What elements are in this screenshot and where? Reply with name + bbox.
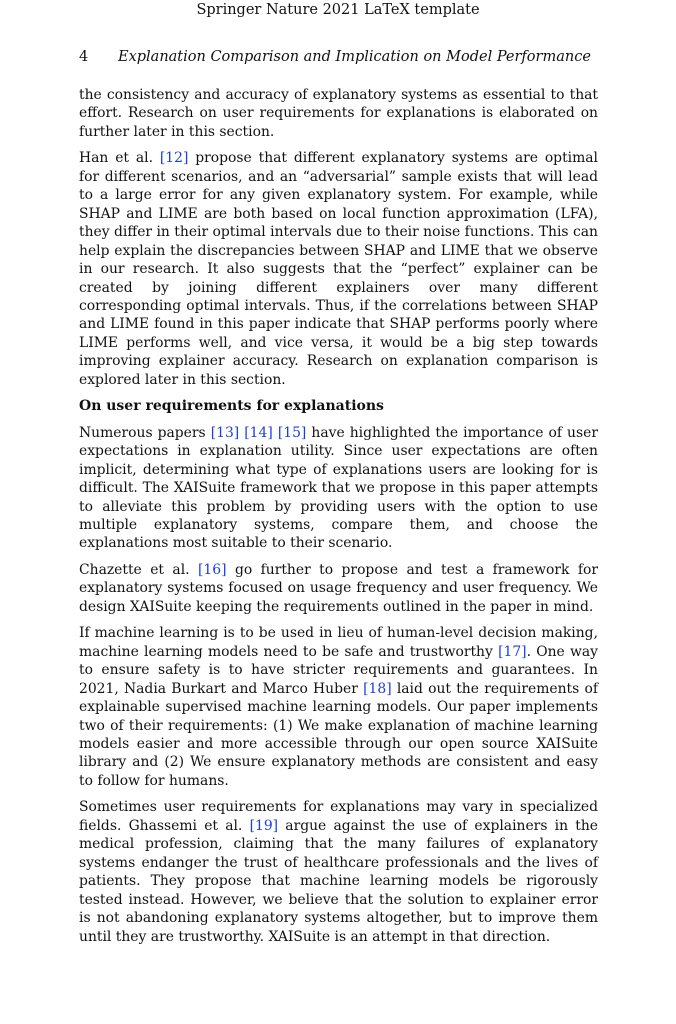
paragraph-2 [79,149,598,389]
paragraph-6 [79,798,598,946]
citation-13[interactable]: [13] [210,424,240,441]
paragraph-3-text-a: Numerous papers [79,424,211,441]
citation-12[interactable]: [12] [159,150,189,167]
paragraph-5-text-c: laid out the requirements of explainable supervised machine learning models. Our paper implements two of their requirements: (1) We make explanation of machine learning models easier and more accessible through our open source XAISuite library and (2) We ensure explanatory methods are consistent and easy to follow for humans. [79,680,598,789]
subsection-heading: On user requirements for explanations [79,398,384,415]
paragraph-5 [79,624,598,790]
paragraph-5-text-a: If machine learning is to be used in lieu of human-level decision making, machine learning models need to be safe and trustworthy [79,625,598,660]
paragraph-4 [79,561,598,616]
running-head: Springer Nature 2021 LaTeX template [196,2,480,18]
paragraph-2-text-b: propose that different explanatory systems are optimal for different scenarios, and an “adversarial” sample exists that will lead to a large error for any given explanatory system. For example, while SHAP and LIME are both based on local function approximation (LFA), they differ in their optimal intervals due to their noise functions. This can help explain the discrepancies between SHAP and LIME that we observe in our research. It also suggests that the “perfect” explainer can be created by joining different explainers over many different corresponding optimal intervals. Thus, if the correlations between SHAP and LIME found in this paper indicate that SHAP performs poorly where LIME performs well, and vice versa, it would be a big step towards improving explainer accuracy. Research on explanation comparison is explored later in this section. [79,150,598,388]
citation-19[interactable]: [19] [249,817,279,834]
citation-15[interactable]: [15] [277,424,307,441]
citation-18[interactable]: [18] [363,680,392,697]
section-title: Explanation Comparison and Implication on Model Performance [118,49,591,65]
citation-17[interactable]: [17] [498,643,527,660]
paragraph-1-text: the consistency and accuracy of explanatory systems as essential to that effort. Research on user requirements for explanations is elaborated on further later in this section. [79,87,598,140]
paragraph-2-text-a: Han et al. [79,150,160,167]
paragraph-3 [79,424,598,553]
citation-14[interactable]: [14] [244,424,273,441]
paragraph-1 [79,86,598,141]
paragraph-6-text-b: argue against the use of explainers in the medical profession, claiming that the many failures of explanatory systems endanger the trust of healthcare professionals and the lives of patients. They propose that machine learning models be rigorously tested instead. However, we believe that the solution to explainer error is not abandoning explanatory systems altogether, but to improve them until they are trustworthy. XAISuite is an attempt in that direction. [79,817,599,945]
page-number: 4 [79,49,89,65]
paragraph-6-text-a: Sometimes user requirements for explanations may vary in specialized fields. Ghassemi et al. [79,799,598,834]
paragraph-4-text-a: Chazette et al. [79,561,198,578]
body-text [79,86,598,954]
paragraph-4-text-b: go further to propose and test a framework for explanatory systems focused on usage frequency and user frequency. We design XAISuite keeping the requirements outlined in the paper in mind. [79,561,598,615]
paragraph-5-text-b: . One way to ensure safety is to have stricter requirements and guarantees. In 2021, Nadia Burkart and Marco Huber [79,643,598,697]
paragraph-3-text-b: have highlighted the importance of user expectations in explanation utility. Since user expectations are often implicit, determining what type of explanations users are looking for is difficult. The XAISuite framework that we propose in this paper attempts to alleviate this problem by providing users with the option to use multiple explanatory systems, compare them, and choose the explanations most suitable to their scenario. [79,424,598,552]
citation-16[interactable]: [16] [198,561,227,578]
